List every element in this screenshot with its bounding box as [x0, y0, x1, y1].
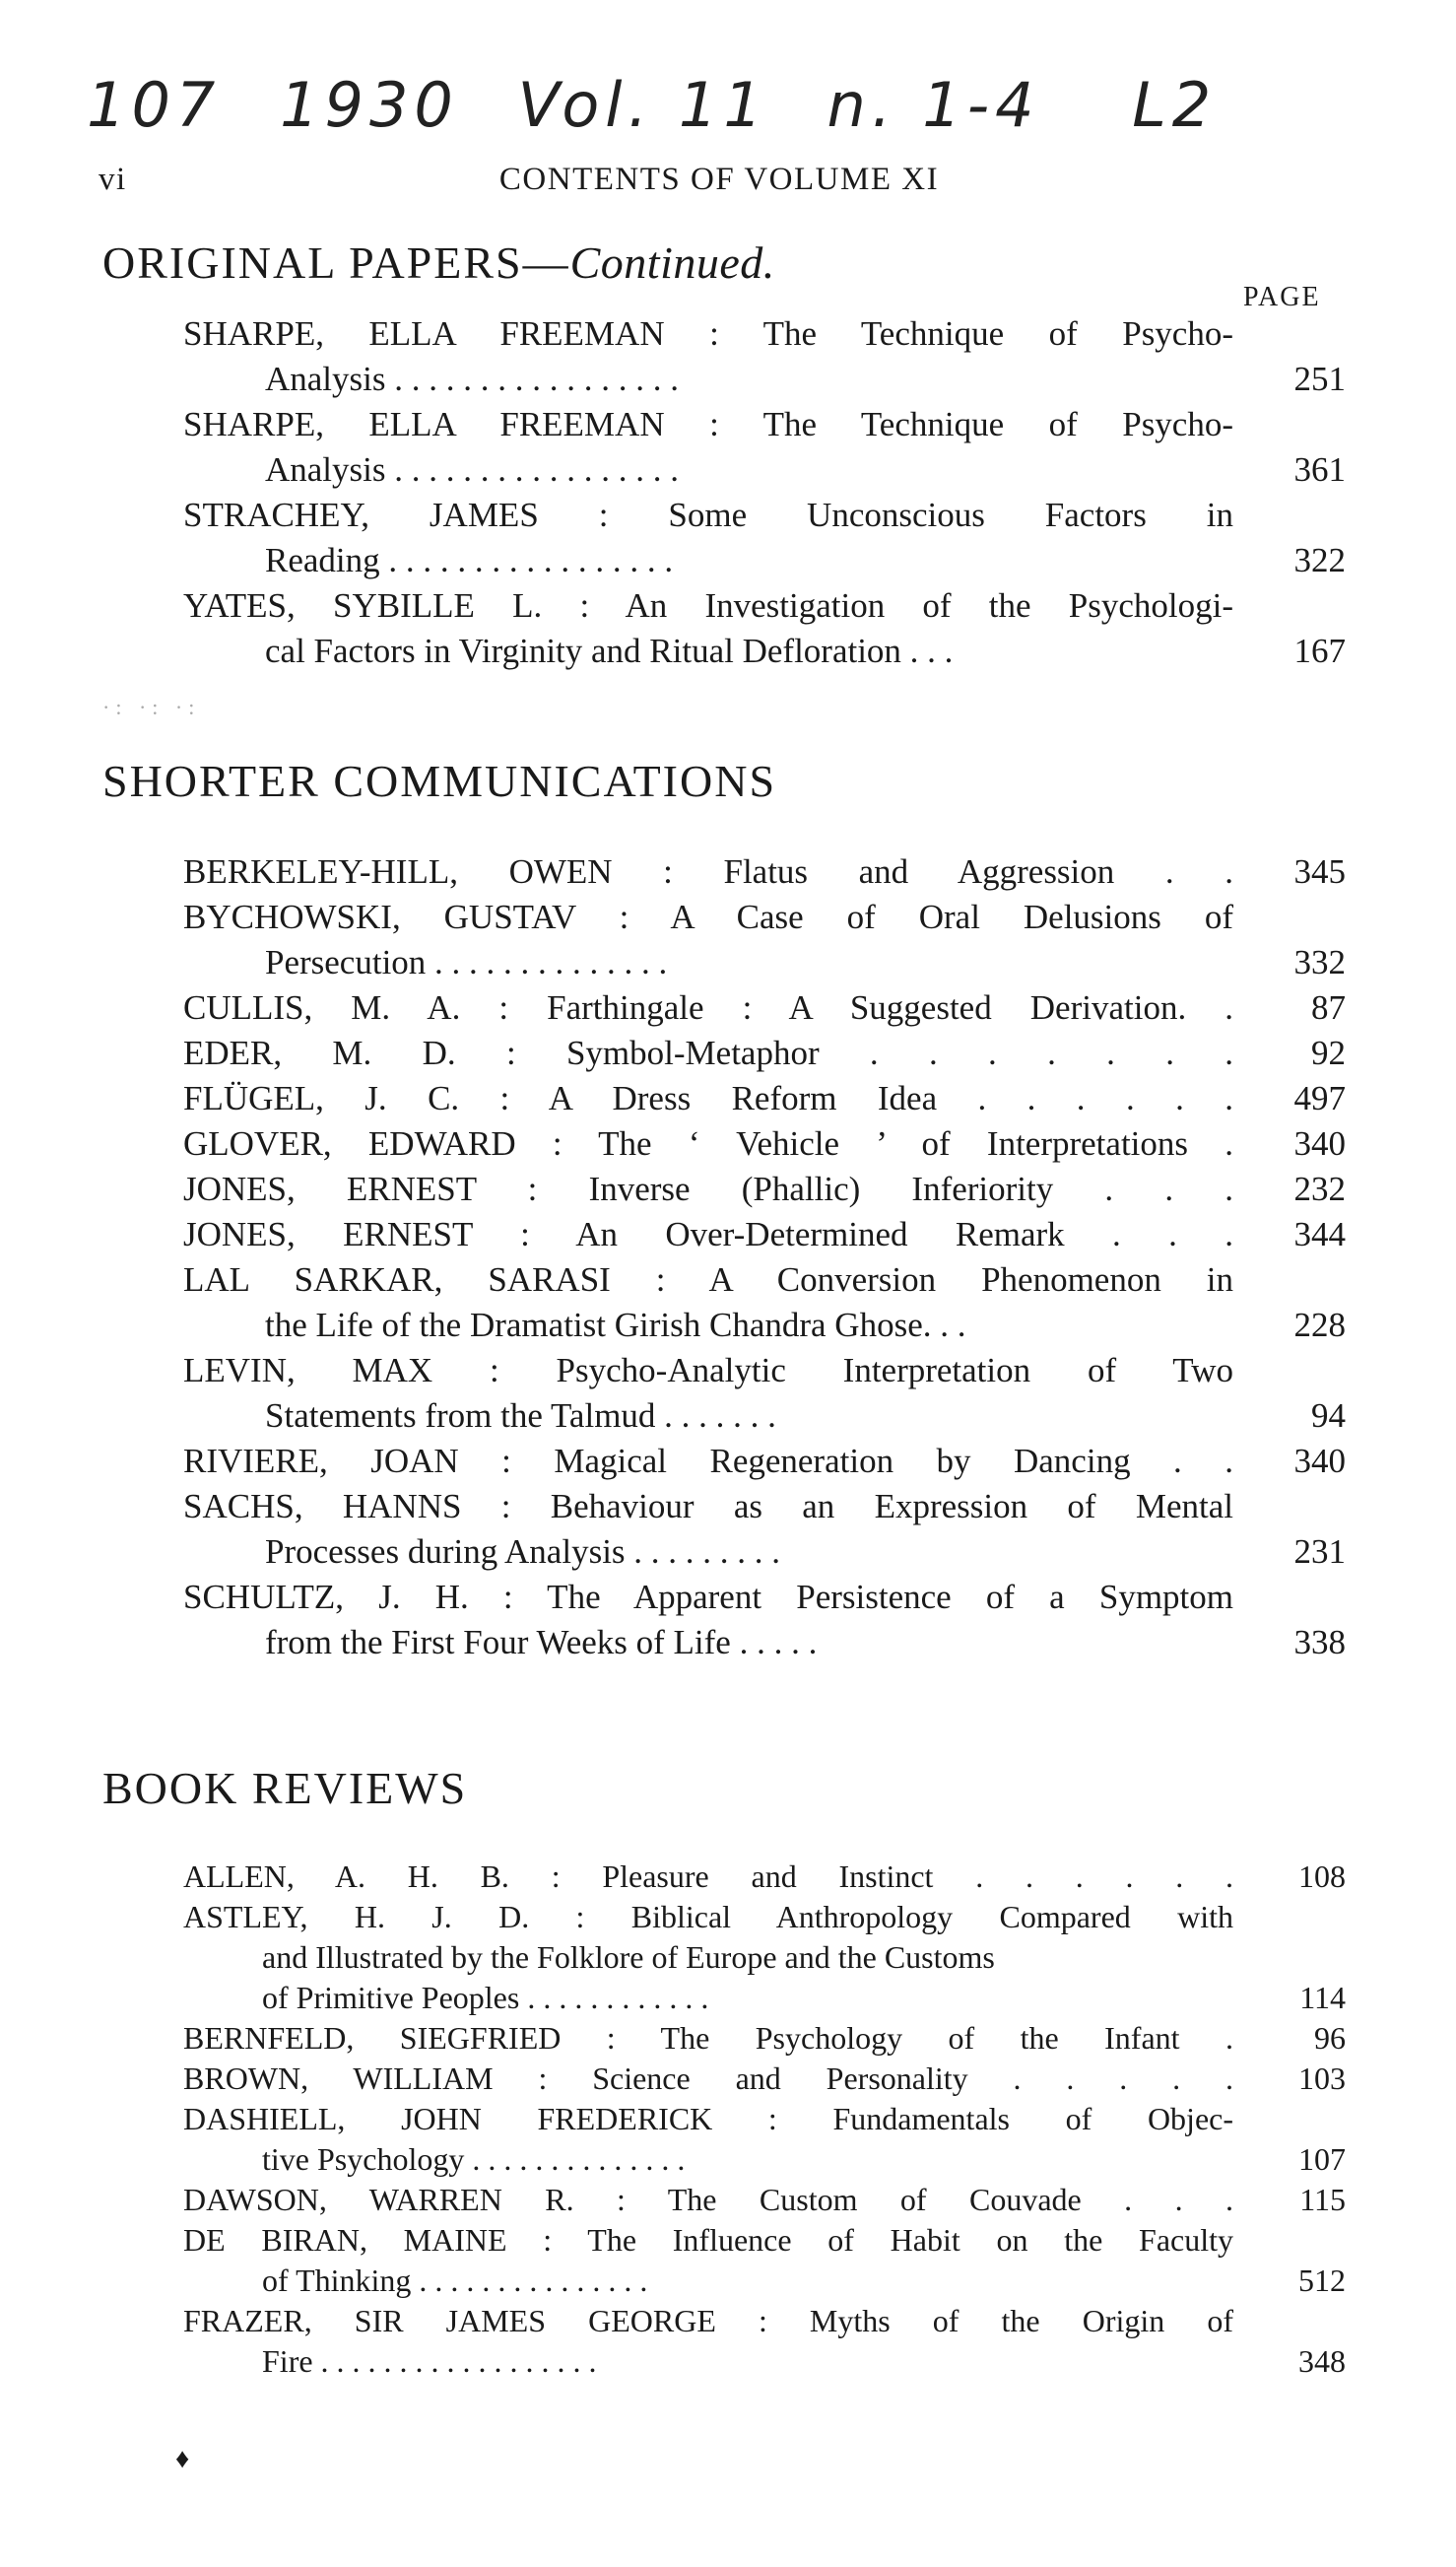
contents-entry	[183, 1348, 1346, 1439]
entry-text	[183, 2301, 1233, 2382]
entry-page-number: 103	[1298, 2060, 1346, 2096]
section-heading-text: SHORTER COMMUNICATIONS	[102, 756, 777, 806]
book-reviews-list	[183, 1857, 1346, 2382]
entry-page-number: 114	[1299, 1980, 1346, 2015]
section-heading-book-reviews	[102, 1762, 467, 1814]
entry-line: LEVIN, MAX : Psycho-Analytic Interpretation of Two	[183, 1351, 1233, 1389]
entry-continuation-line: Statements from the Talmud . . . . . . .	[265, 1396, 776, 1435]
entry-text	[183, 1439, 1233, 1484]
entry-line: STRACHEY, JAMES : Some Unconscious Factors in	[183, 496, 1233, 534]
entry-line: FRAZER, SIR JAMES GEORGE : Myths of the Origin of	[183, 2303, 1233, 2338]
entry-line: BERNFELD, SIEGFRIED : The Psychology of the Infant .	[183, 2020, 1233, 2056]
entry-page-number: 322	[1293, 541, 1346, 579]
entry-text	[183, 1167, 1233, 1212]
running-title: CONTENTS OF VOLUME XI	[498, 162, 940, 197]
entry-page-number: 251	[1293, 360, 1346, 398]
entry-line: EDER, M. D. : Symbol-Metaphor . . . . . . .	[183, 1034, 1233, 1072]
entry-continuation-line: Reading . . . . . . . . . . . . . . . . .	[265, 541, 674, 579]
shorter-communications-list	[183, 849, 1346, 1665]
contents-entry	[183, 1575, 1346, 1665]
section-heading-shorter-communications	[102, 755, 776, 807]
entry-text	[183, 985, 1233, 1031]
entry-text	[183, 2099, 1233, 2180]
entry-page-number: 96	[1314, 2020, 1346, 2056]
contents-entry	[183, 1076, 1346, 1121]
entry-line: JONES, ERNEST : Inverse (Phallic) Inferiority . . .	[183, 1170, 1233, 1208]
entry-line: SHARPE, ELLA FREEMAN : The Technique of Psycho-	[183, 405, 1233, 443]
contents-entry	[183, 1031, 1346, 1076]
entry-continuation-line: and Illustrated by the Folklore of Europe and the Customs	[262, 1939, 995, 1975]
entry-text	[183, 1575, 1233, 1665]
handwritten-part: n. 1-4	[827, 69, 1040, 141]
page-folio: vi	[99, 162, 127, 197]
entry-text	[183, 1484, 1233, 1575]
entry-page-number: 512	[1298, 2263, 1346, 2298]
entry-page-number: 338	[1293, 1623, 1346, 1661]
contents-entry	[183, 2059, 1346, 2099]
entry-page-number: 167	[1293, 632, 1346, 670]
entry-line: DASHIELL, JOHN FREDERICK : Fundamentals of Objec-	[183, 2101, 1233, 2136]
entry-continuation-line: the Life of the Dramatist Girish Chandra Ghose. . .	[265, 1306, 966, 1344]
entry-continuation-line: of Thinking . . . . . . . . . . . . . . .	[262, 2263, 648, 2298]
entry-page-number: 107	[1298, 2141, 1346, 2177]
entry-line: ASTLEY, H. J. D. : Biblical Anthropology Compared with	[183, 1899, 1233, 1934]
page-column-label: PAGE	[1243, 282, 1321, 312]
entry-text	[183, 849, 1233, 895]
contents-entry	[183, 2220, 1346, 2301]
entry-line: CULLIS, M. A. : Farthingale : A Suggested Derivation. .	[183, 988, 1233, 1027]
entry-continuation-line: from the First Four Weeks of Life . . . . .	[265, 1623, 818, 1661]
entry-continuation-line: of Primitive Peoples . . . . . . . . . . . .	[262, 1980, 709, 2015]
contents-entry	[183, 1257, 1346, 1348]
entry-text	[183, 895, 1233, 985]
entry-page-number: 340	[1293, 1124, 1346, 1163]
entry-continuation-line: cal Factors in Virginity and Ritual Defloration . . .	[265, 632, 954, 670]
contents-entry	[183, 1857, 1346, 1897]
entry-text	[183, 1212, 1233, 1257]
entry-page-number: 87	[1311, 988, 1346, 1027]
contents-entry	[183, 1212, 1346, 1257]
contents-entry	[183, 1439, 1346, 1484]
entry-page-number: 94	[1311, 1396, 1346, 1435]
entry-page-number: 344	[1293, 1215, 1346, 1253]
entry-page-number: 228	[1293, 1306, 1346, 1344]
entry-page-number: 361	[1293, 450, 1346, 489]
entry-line: DE BIRAN, MAINE : The Influence of Habit on the Faculty	[183, 2222, 1233, 2258]
contents-entry	[183, 2180, 1346, 2220]
entry-text	[183, 1897, 1233, 2018]
scan-specks: ·: ·: ·:	[102, 695, 201, 719]
entry-text	[183, 2018, 1233, 2059]
entry-page-number: 108	[1298, 1858, 1346, 1894]
contents-entry	[183, 1897, 1346, 2018]
entry-line: GLOVER, EDWARD : The ‘ Vehicle ’ of Interpretations .	[183, 1124, 1233, 1163]
entry-page-number: 348	[1298, 2343, 1346, 2379]
handwritten-part: 107	[87, 69, 222, 141]
entry-text	[183, 2220, 1233, 2301]
entry-page-number: 345	[1293, 852, 1346, 891]
entry-line: ALLEN, A. H. B. : Pleasure and Instinct . . . . . .	[183, 1858, 1233, 1894]
entry-text	[183, 1857, 1233, 1897]
contents-entry	[183, 2018, 1346, 2059]
entry-continuation-line: Analysis . . . . . . . . . . . . . . . . .	[265, 450, 679, 489]
entry-text	[183, 493, 1233, 583]
contents-entry	[183, 895, 1346, 985]
entry-text	[183, 311, 1233, 402]
handwritten-part: L2	[1132, 69, 1218, 141]
entry-page-number: 115	[1299, 2182, 1346, 2217]
entry-line: RIVIERE, JOAN : Magical Regeneration by Dancing . .	[183, 1442, 1233, 1480]
contents-entry	[183, 849, 1346, 895]
contents-entry	[183, 311, 1346, 402]
entry-line: SHARPE, ELLA FREEMAN : The Technique of Psycho-	[183, 314, 1233, 353]
running-head	[99, 162, 1340, 205]
entry-continuation-line: Persecution . . . . . . . . . . . . . .	[265, 943, 668, 981]
handwritten-part: Vol. 11	[517, 69, 768, 141]
entry-line: BYCHOWSKI, GUSTAV : A Case of Oral Delusions of	[183, 898, 1233, 936]
entry-line: FLÜGEL, J. C. : A Dress Reform Idea . . . . . .	[183, 1079, 1233, 1117]
handwritten-annotation	[87, 69, 1217, 141]
entry-page-number: 332	[1293, 943, 1346, 981]
handwritten-part: 1930	[280, 69, 459, 141]
entry-page-number: 92	[1311, 1034, 1346, 1072]
contents-entry	[183, 2301, 1346, 2382]
entry-continuation-line: Processes during Analysis . . . . . . . . .	[265, 1532, 781, 1571]
entry-continuation-line: Analysis . . . . . . . . . . . . . . . . .	[265, 360, 679, 398]
entry-line: JONES, ERNEST : An Over-Determined Remark . . .	[183, 1215, 1233, 1253]
entry-line: LAL SARKAR, SARASI : A Conversion Phenomenon in	[183, 1260, 1233, 1299]
section-heading-original-papers	[102, 236, 775, 289]
entry-text	[183, 1031, 1233, 1076]
entry-text	[183, 2180, 1233, 2220]
entry-line: DAWSON, WARREN R. : The Custom of Couvade . . .	[183, 2182, 1233, 2217]
entry-line: YATES, SYBILLE L. : An Investigation of the Psychologi-	[183, 586, 1233, 625]
entry-line: SACHS, HANNS : Behaviour as an Expression of Mental	[183, 1487, 1233, 1525]
contents-entry	[183, 1484, 1346, 1575]
entry-text	[183, 1076, 1233, 1121]
entry-line: BERKELEY-HILL, OWEN : Flatus and Aggression . .	[183, 852, 1233, 891]
entry-page-number: 232	[1293, 1170, 1346, 1208]
entry-text	[183, 1257, 1233, 1348]
entry-line: SCHULTZ, J. H. : The Apparent Persistence of a Symptom	[183, 1578, 1233, 1616]
entry-text	[183, 1121, 1233, 1167]
contents-entry	[183, 985, 1346, 1031]
contents-entry	[183, 583, 1346, 674]
entry-continuation-line: Fire . . . . . . . . . . . . . . . . . .	[262, 2343, 597, 2379]
entry-page-number: 340	[1293, 1442, 1346, 1480]
entry-continuation-line: tive Psychology . . . . . . . . . . . . . .	[262, 2141, 686, 2177]
contents-entry	[183, 402, 1346, 493]
stray-ink-mark: ♦	[175, 2444, 190, 2474]
contents-entry	[183, 1167, 1346, 1212]
entry-line: BROWN, WILLIAM : Science and Personality . . . . .	[183, 2060, 1233, 2096]
entry-text	[183, 583, 1233, 674]
entry-page-number: 231	[1293, 1532, 1346, 1571]
original-papers-list	[183, 311, 1346, 674]
section-heading-continued: Continued.	[569, 237, 775, 288]
section-heading-text: BOOK REVIEWS	[102, 1763, 468, 1813]
entry-text	[183, 402, 1233, 493]
contents-entry	[183, 2099, 1346, 2180]
entry-text	[183, 1348, 1233, 1439]
contents-entry	[183, 493, 1346, 583]
contents-entry	[183, 1121, 1346, 1167]
entry-page-number: 497	[1293, 1079, 1346, 1117]
section-heading-text: ORIGINAL PAPERS—	[102, 237, 570, 288]
entry-text	[183, 2059, 1233, 2099]
